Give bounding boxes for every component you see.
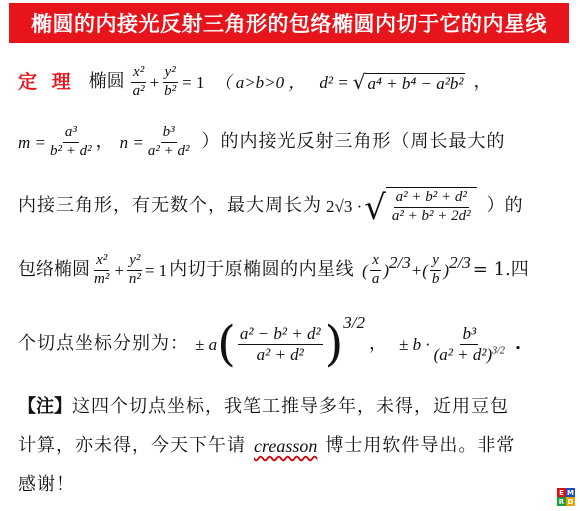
- note-line-3: 感谢！: [18, 474, 75, 495]
- condition-text: （ a>b>0 ，: [214, 72, 306, 92]
- astroid-frac-y: $\frac{y}{b}$: [431, 252, 440, 287]
- theorem-line-4: 包络椭圆 $\frac{\text{x²}}{\text{m²}}$ + $\frac{\text{y²}}{\text{n²}}$ = 1 内切于原椭圆的内星线 ( $\frac{x}{a}$ ) 2/3 +( $\frac{y}{b}$ ) 2/3 = 1.四: [18, 252, 529, 287]
- sqrt-expression: √ a⁴ + b⁴ − a²b²: [352, 70, 464, 94]
- tangent-frac-b: $\frac{\text{b³}}{(a^2 + d^2)^{3/2}}$: [433, 323, 505, 364]
- astroid-frac-x: $\frac{x}{a}$: [371, 252, 380, 287]
- perimeter-frac: $\frac{\text{a² + b² + d²}}{\text{a² + b² + 2d²}}$: [391, 189, 471, 224]
- theorem-line-5: 个切点坐标分别为： ± a ( $\frac{\text{a² − b² + d²}}{\text{a² + d²}}$ ) 3/2 ， ± b · $\frac{\text{b³}}{(a^2 + d^2)^{3/2}}$ .: [18, 313, 522, 372]
- note-label: 【注】: [18, 396, 72, 417]
- frac-n: $\frac{\text{b³}}{\text{a² + d²}}$: [147, 124, 190, 159]
- logo-cell: D: [567, 497, 574, 506]
- note-line-1: 【注】 这四个切点坐标，我笔工推导多年，未得，近用豆包: [18, 396, 509, 417]
- frac-m: $\frac{\text{a³}}{\text{b² + d²}}$: [50, 124, 92, 159]
- note-line-2: 计算，亦未得，今天下午请 creasson 博士用软件导出。非常: [18, 435, 516, 456]
- frac-y-over-n: $\frac{\text{y²}}{\text{n²}}$: [128, 252, 141, 287]
- author-name: creasson: [254, 436, 318, 456]
- page-title: 椭圆的内接光反射三角形的包络椭圆内切于它的内星线: [31, 12, 547, 36]
- theorem-line-2: m = $\frac{\text{a³}}{\text{b² + d²}}$ ， n = $\frac{\text{b³}}{\text{a² + d²}}$ ）的内接光反射三角形（周长最大的: [18, 124, 506, 159]
- logo-cell: R: [558, 497, 565, 506]
- logo-cell: E: [557, 488, 566, 497]
- theorem-label: 定 理: [18, 70, 75, 93]
- frac-y-over-b: $\frac{\text{y²}}{\text{b²}}$: [164, 64, 177, 99]
- frac-x-over-m: $\frac{\text{x²}}{\text{m²}}$: [94, 252, 110, 287]
- emrd-logo: [557, 488, 575, 506]
- theorem-line-1: 定 理 椭圆 $\frac{\text{x²}}{\text{a²}}$ + $\frac{\text{y²}}{\text{b²}}$ = 1 （ a>b>0 ， d² = √ a⁴ + b⁴ − a²b² ，: [18, 64, 492, 99]
- theorem-line-3: 内接三角形，有无数个，最大周长为 2√3 · √ $\frac{\text{a² + b² + d²}}{\text{a² + b² + 2d²}}$ ）的: [18, 187, 523, 228]
- logo-cell: M: [567, 488, 574, 497]
- text-ellipse: 椭圆: [88, 71, 125, 92]
- frac-x-over-a: $\frac{\text{x²}}{\text{a²}}$: [132, 64, 145, 99]
- title-banner: [9, 3, 569, 43]
- tangent-frac-a: $\frac{\text{a² − b² + d²}}{\text{a² + d²}}$: [239, 323, 321, 364]
- perimeter-sqrt: √ $\frac{\text{a² + b² + d²}}{\text{a² + b² + 2d²}}$: [364, 187, 476, 225]
